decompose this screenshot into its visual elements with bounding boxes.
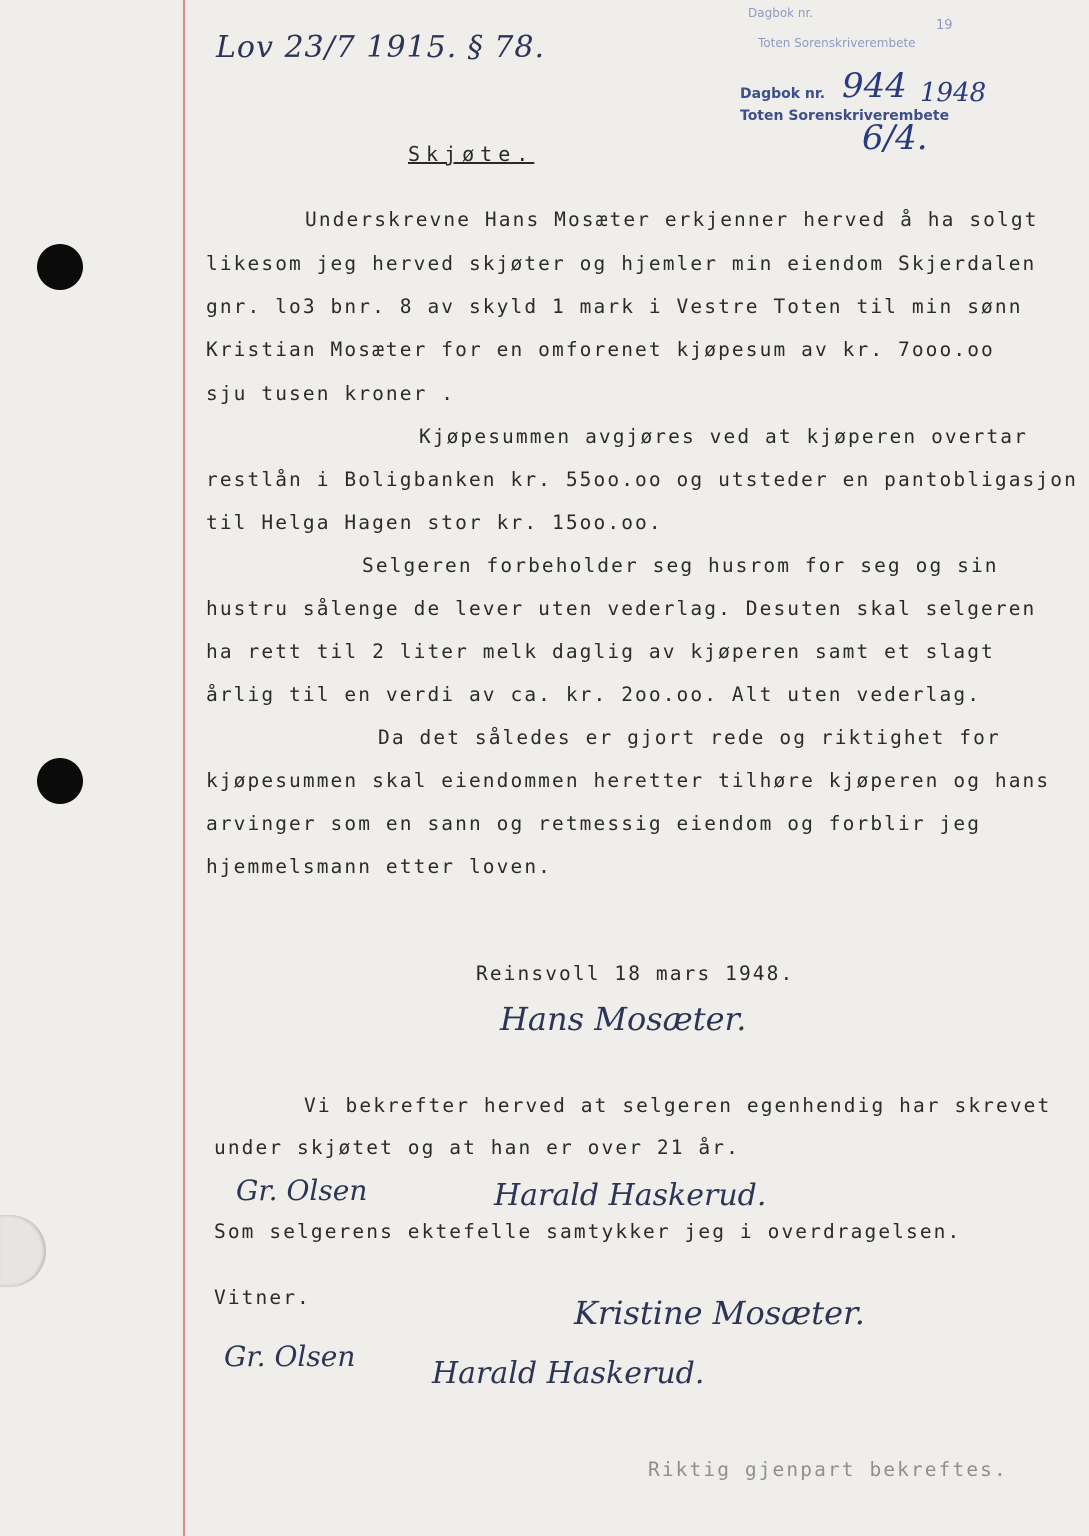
body-line: arvinger som en sann og retmessig eiendom og forblir jeg: [206, 812, 982, 835]
body-line: årlig til en verdi av ca. kr. 2oo.oo. Alt uten vederlag.: [206, 683, 982, 706]
ref-note: Lov 23/7 1915. § 78.: [216, 30, 546, 65]
body-line: restlån i Boligbanken kr. 55oo.oo og utsteder en pantobligasjon: [206, 468, 1078, 491]
stamp-faint-line2: Toten Sorenskriverembete: [758, 36, 916, 50]
stamp-number: 944: [842, 66, 907, 106]
witness-statement-line: under skjøtet og at han er over 21 år.: [214, 1136, 740, 1159]
witness-statement-line: Vi bekrefter herved at selgeren egenhendig har skrevet: [304, 1094, 1052, 1117]
body-line: ha rett til 2 liter melk daglig av kjøperen samt et slagt: [206, 640, 995, 663]
torn-edge: [0, 1215, 46, 1287]
document-title: Skjøte.: [408, 142, 535, 166]
body-line: gnr. lo3 bnr. 8 av skyld 1 mark i Vestre Toten til min sønn: [206, 295, 1023, 318]
margin-line: [183, 0, 185, 1536]
body-line: Selgeren forbeholder seg husrom for seg og sin: [362, 554, 999, 577]
punch-hole: [37, 244, 83, 290]
seller-signature: Hans Mosæter.: [500, 1000, 747, 1038]
witness-signature: Harald Haskerud.: [432, 1356, 705, 1391]
body-line: Underskrevne Hans Mosæter erkjenner herved å ha solgt: [305, 208, 1039, 231]
spouse-consent: Som selgerens ektefelle samtykker jeg i overdragelsen.: [214, 1220, 962, 1243]
body-line: Kristian Mosæter for en omforenet kjøpesum av kr. 7ooo.oo: [206, 338, 995, 361]
punch-hole: [37, 758, 83, 804]
body-line: hjemmelsmann etter loven.: [206, 855, 552, 878]
spouse-signature: Kristine Mosæter.: [574, 1294, 865, 1332]
body-line: Da det således er gjort rede og riktighet for: [378, 726, 1001, 749]
stamp-date: 6/4.: [862, 118, 928, 158]
body-line: kjøpesummen skal eiendommen heretter tilhøre kjøperen og hans: [206, 769, 1051, 792]
witness-signature: Gr. Olsen: [236, 1174, 368, 1207]
place-date: Reinsvoll 18 mars 1948.: [476, 962, 795, 985]
body-line: sju tusen kroner .: [206, 382, 456, 405]
body-line: hustru sålenge de lever uten vederlag. Desuten skal selgeren: [206, 597, 1037, 620]
body-line: likesom jeg herved skjøter og hjemler min eiendom Skjerdalen: [206, 252, 1037, 275]
body-line: til Helga Hagen stor kr. 15oo.oo.: [206, 511, 663, 534]
witness-signature: Gr. Olsen: [224, 1340, 356, 1373]
stamp-year: 1948: [920, 78, 987, 108]
witness-signature: Harald Haskerud.: [494, 1178, 767, 1213]
stamp-line1: Dagbok nr.: [740, 86, 826, 102]
body-line: Kjøpesummen avgjøres ved at kjøperen overtar: [419, 425, 1028, 448]
stamp-faint-line1: Dagbok nr.: [748, 6, 814, 20]
witnesses-label: Vitner.: [214, 1286, 311, 1309]
stamp-line2: Toten Sorenskriverembete: [740, 108, 950, 124]
footer-certification: Riktig gjenpart bekreftes.: [648, 1458, 1008, 1481]
stamp-faint-year: 19: [936, 18, 953, 33]
